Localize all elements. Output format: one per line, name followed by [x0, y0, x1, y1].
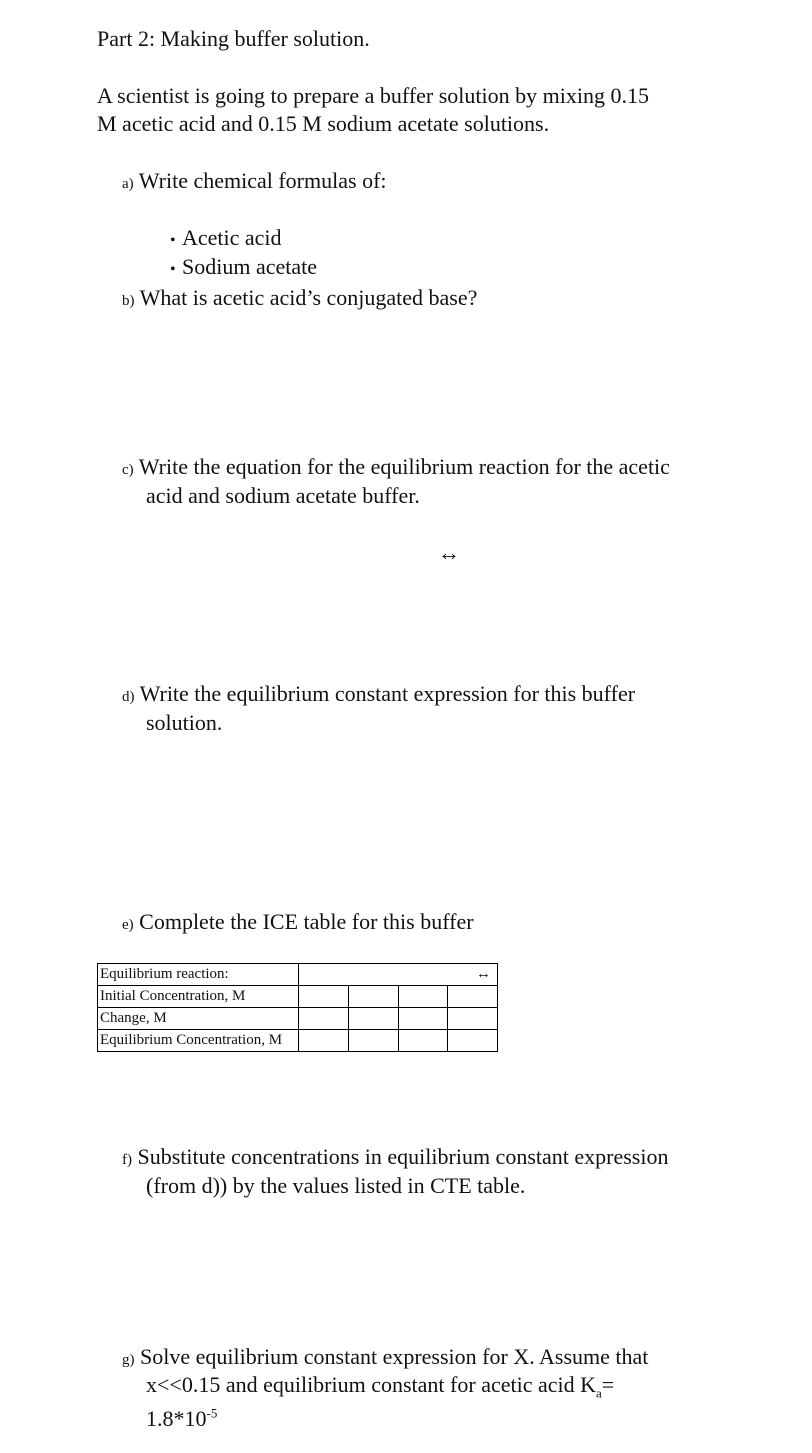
question-b-marker: b) [122, 293, 135, 309]
table-row [98, 1030, 498, 1052]
question-a-text: Write chemical formulas of: [138, 168, 387, 193]
bullet-text: Sodium acetate [182, 254, 318, 279]
question-e-marker: e) [122, 917, 134, 933]
question-g-marker: g) [122, 1352, 135, 1368]
ka-exponent: -5 [206, 1405, 218, 1421]
question-d-line-2: solution. [146, 710, 223, 735]
question-c-marker: c) [122, 462, 134, 478]
ice-cell[interactable] [448, 1030, 498, 1052]
bullet-text: Acetic acid [182, 225, 282, 250]
ice-reaction-cell[interactable] [299, 964, 498, 986]
ice-cell[interactable] [299, 986, 349, 1008]
ice-row-label: Initial Concentration, M [98, 986, 299, 1008]
ice-cell[interactable] [348, 986, 398, 1008]
part-title: Part 2: Making buffer solution. [97, 26, 370, 51]
ice-cell[interactable] [348, 1030, 398, 1052]
question-f-line-2: (from d)) by the values listed in CTE table. [146, 1173, 526, 1198]
question-g-line-3 [146, 1405, 217, 1433]
question-a-marker: a) [122, 176, 134, 192]
ice-cell[interactable] [348, 1008, 398, 1030]
equilibrium-arrow-icon: ↔ [438, 540, 460, 565]
question-c-line-2: acid and sodium acetate buffer. [146, 483, 420, 508]
question-f [122, 1143, 668, 1174]
ice-cell[interactable] [448, 1008, 498, 1030]
question-b [122, 284, 477, 315]
bullet-icon: • [170, 261, 176, 278]
ice-cell[interactable] [448, 986, 498, 1008]
table-row [98, 1008, 498, 1030]
question-f-line-1: Substitute concentrations in equilibrium constant expression [137, 1144, 669, 1169]
bullet-item [170, 253, 317, 284]
intro-line-1: A scientist is going to prepare a buffer solution by mixing 0.15 [97, 83, 649, 108]
question-c [122, 453, 670, 484]
question-g-line-1: Solve equilibrium constant expression for X. Assume that [140, 1344, 649, 1369]
ice-table [97, 963, 498, 1052]
question-g-equals: = [601, 1372, 615, 1397]
ice-cell[interactable] [299, 1030, 349, 1052]
question-a [122, 167, 387, 198]
ice-row-label: Equilibrium Concentration, M [98, 1030, 299, 1052]
table-row [98, 986, 498, 1008]
table-row [98, 964, 498, 986]
ka-subscript: a [596, 1385, 602, 1401]
question-e [122, 908, 474, 939]
question-b-text: What is acetic acid’s conjugated base? [139, 285, 478, 310]
bullet-item [170, 224, 282, 255]
ka-value: 1.8*10 [146, 1406, 207, 1431]
ice-cell[interactable] [299, 1008, 349, 1030]
bullet-icon: • [170, 232, 176, 249]
ice-cell[interactable] [398, 1008, 448, 1030]
question-e-text: Complete the ICE table for this buffer [139, 909, 474, 934]
question-g [122, 1343, 648, 1374]
ice-row-label: Change, M [98, 1008, 299, 1030]
question-g-line-2 [146, 1371, 614, 1399]
question-d-marker: d) [122, 689, 135, 705]
ice-cell[interactable] [398, 1030, 448, 1052]
ice-row-label: Equilibrium reaction: [98, 964, 299, 986]
question-d-line-1: Write the equilibrium constant expression for this buffer [139, 681, 636, 706]
equilibrium-arrow-icon: ↔ [476, 966, 491, 982]
question-f-marker: f) [122, 1152, 132, 1168]
intro-line-2: M acetic acid and 0.15 M sodium acetate solutions. [97, 111, 550, 136]
question-c-line-1: Write the equation for the equilibrium reaction for the acetic [138, 454, 670, 479]
question-g-line-2-text: x<<0.15 and equilibrium constant for acetic acid K [146, 1372, 597, 1397]
question-d [122, 680, 635, 711]
ice-cell[interactable] [398, 986, 448, 1008]
